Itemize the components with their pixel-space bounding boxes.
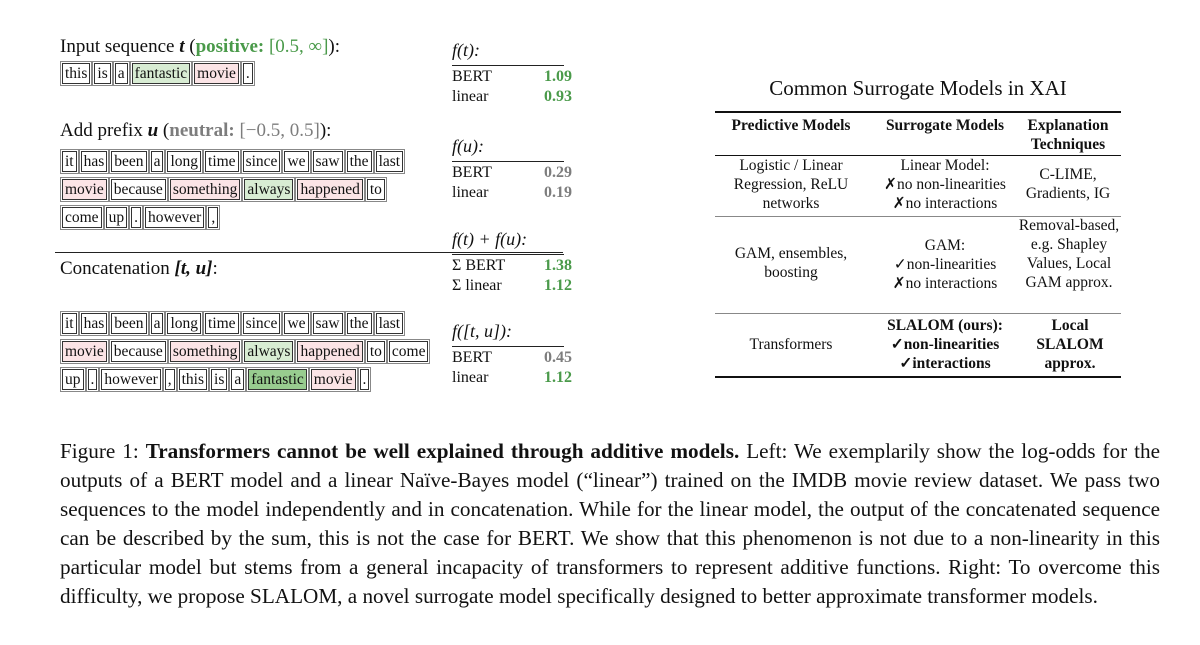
row2-explanation: Removal-based, e.g. Shapley Values, Local GAM approx. — [1018, 217, 1120, 291]
score-value: 1.38 — [544, 257, 572, 274]
token: saw — [313, 313, 343, 334]
token: time — [205, 313, 239, 334]
token: because — [111, 179, 166, 200]
caption-bold: Transformers cannot be well explained through additive models. — [145, 439, 740, 463]
row2-predictive: GAM, ensembles, boosting — [734, 245, 848, 281]
sequence-t — [62, 63, 257, 84]
token: . — [88, 369, 98, 390]
sequence-tu-line — [62, 313, 407, 334]
concat-divider — [55, 252, 563, 253]
model-name: Σ linear — [452, 277, 502, 294]
score-head: f(u): — [452, 136, 484, 156]
score-head: f([t, u]): — [452, 321, 512, 341]
token: is — [211, 369, 227, 390]
score-head: f(t) + f(u): — [452, 229, 528, 249]
row2-surrogate: GAM: ✓non-linearities ✗no interactions — [892, 237, 998, 292]
model-name: BERT — [452, 68, 492, 85]
row1-explanation: C-LIME, Gradients, IG — [1025, 166, 1111, 202]
model-name: Σ BERT — [452, 257, 506, 274]
score-row — [452, 184, 572, 202]
score-value: 0.45 — [544, 349, 572, 366]
token: . — [360, 369, 370, 390]
header-explanation: Explanation Techniques — [1027, 117, 1109, 153]
token: time — [205, 151, 239, 172]
token: last — [376, 151, 404, 172]
score-value: 0.93 — [544, 88, 572, 105]
token: , — [165, 369, 175, 390]
token: to — [367, 341, 385, 362]
row3-explanation: Local SLALOM approx. — [1036, 317, 1104, 372]
token: been — [111, 313, 146, 334]
token: has — [81, 151, 108, 172]
model-name: linear — [452, 369, 489, 386]
prefix-label: Add prefix u (neutral: [−0.5, 0.5]): — [60, 120, 332, 141]
token: because — [111, 341, 166, 362]
token: happened — [297, 341, 362, 362]
token: happened — [297, 179, 362, 200]
token: has — [81, 313, 108, 334]
token: is — [94, 63, 110, 84]
token: movie — [62, 341, 107, 362]
score-row — [452, 369, 572, 387]
score-value: 0.19 — [544, 184, 572, 201]
row2-rule — [715, 313, 1121, 314]
token: however — [101, 369, 160, 390]
score-row — [452, 257, 572, 275]
token: the — [347, 151, 372, 172]
model-name: BERT — [452, 349, 492, 366]
token: movie — [194, 63, 239, 84]
token: up — [62, 369, 84, 390]
score-row — [452, 164, 572, 182]
score-row — [452, 68, 572, 86]
input-sequence-label: Input sequence t (positive: [0.5, ∞]): — [60, 36, 341, 57]
sequence-u-line — [62, 207, 222, 228]
token: a — [231, 369, 244, 390]
token: long — [167, 313, 201, 334]
token: it — [62, 151, 77, 172]
token: . — [243, 63, 253, 84]
score-head: f(t): — [452, 40, 480, 60]
concatenation-label: Concatenation [t, u]: — [60, 258, 218, 279]
token: something — [170, 341, 241, 362]
header-surrogate: Surrogate Models — [885, 117, 1005, 134]
score-rule — [452, 65, 564, 66]
row1-surrogate: Linear Model: ✗no non-linearities ✗no interactions — [884, 157, 1006, 212]
score-value: 0.29 — [544, 164, 572, 181]
score-value: 1.09 — [544, 68, 572, 85]
row1-predictive: Logistic / Linear Regression, ReLU networks — [733, 157, 849, 212]
token: saw — [313, 151, 343, 172]
token: it — [62, 313, 77, 334]
top-rule — [715, 111, 1121, 113]
token: to — [367, 179, 385, 200]
header-predictive: Predictive Models — [731, 117, 851, 134]
token: this — [179, 369, 207, 390]
token: been — [111, 151, 146, 172]
token: always — [244, 179, 293, 200]
score-row — [452, 88, 572, 106]
model-name: BERT — [452, 164, 492, 181]
score-row — [452, 277, 572, 295]
sequence-tu-line — [62, 341, 432, 362]
model-name: linear — [452, 88, 489, 105]
token: always — [244, 341, 293, 362]
token: up — [106, 207, 128, 228]
token: however — [145, 207, 204, 228]
token: come — [62, 207, 102, 228]
token: , — [208, 207, 218, 228]
token: the — [347, 313, 372, 334]
token: we — [284, 151, 308, 172]
score-rule — [452, 161, 564, 162]
caption-label: Figure 1: — [60, 439, 146, 463]
row3-surrogate: SLALOM (ours): ✓non-linearities ✓interactions — [887, 317, 1003, 372]
token: long — [167, 151, 201, 172]
token: last — [376, 313, 404, 334]
token: a — [151, 313, 164, 334]
token: fantastic — [132, 63, 191, 84]
row3-predictive: Transformers — [749, 336, 833, 353]
score-rule — [452, 346, 564, 347]
token: a — [151, 151, 164, 172]
score-row — [452, 349, 572, 367]
token: we — [284, 313, 308, 334]
sequence-u-line — [62, 151, 407, 172]
bottom-rule — [715, 376, 1121, 378]
token: a — [115, 63, 128, 84]
token: fantastic — [248, 369, 307, 390]
table-title: Common Surrogate Models in XAI — [769, 76, 1067, 100]
figure-caption — [60, 437, 1160, 611]
token: since — [243, 313, 281, 334]
score-rule — [452, 254, 564, 255]
score-value: 1.12 — [544, 369, 572, 386]
caption-body: Left: We exemplarily show the log-odds for the outputs of a BERT model and a linear Naïve-Bayes model (“linear”) trained on the IMDB movie review dataset. We pass two sequences to the model independently and in concatenation. While for the linear model, the output of the concatenated sequence can be described by the sum, this is not the case for BERT. We show that this phenomenon is not due to a non-linearity in this particular model but stems from a general incapacity of transformers to represent additive functions. Right: To overcome this difficulty, we propose SLALOM, a novel surrogate model specifically designed to better approximate transformer models. — [60, 439, 1160, 608]
sequence-tu-line — [62, 369, 373, 390]
token: something — [170, 179, 241, 200]
sequence-u-line — [62, 179, 389, 200]
model-name: linear — [452, 184, 489, 201]
token: since — [243, 151, 281, 172]
token: movie — [311, 369, 356, 390]
token: come — [389, 341, 429, 362]
score-value: 1.12 — [544, 277, 572, 294]
token: this — [62, 63, 90, 84]
token: movie — [62, 179, 107, 200]
token: . — [131, 207, 141, 228]
